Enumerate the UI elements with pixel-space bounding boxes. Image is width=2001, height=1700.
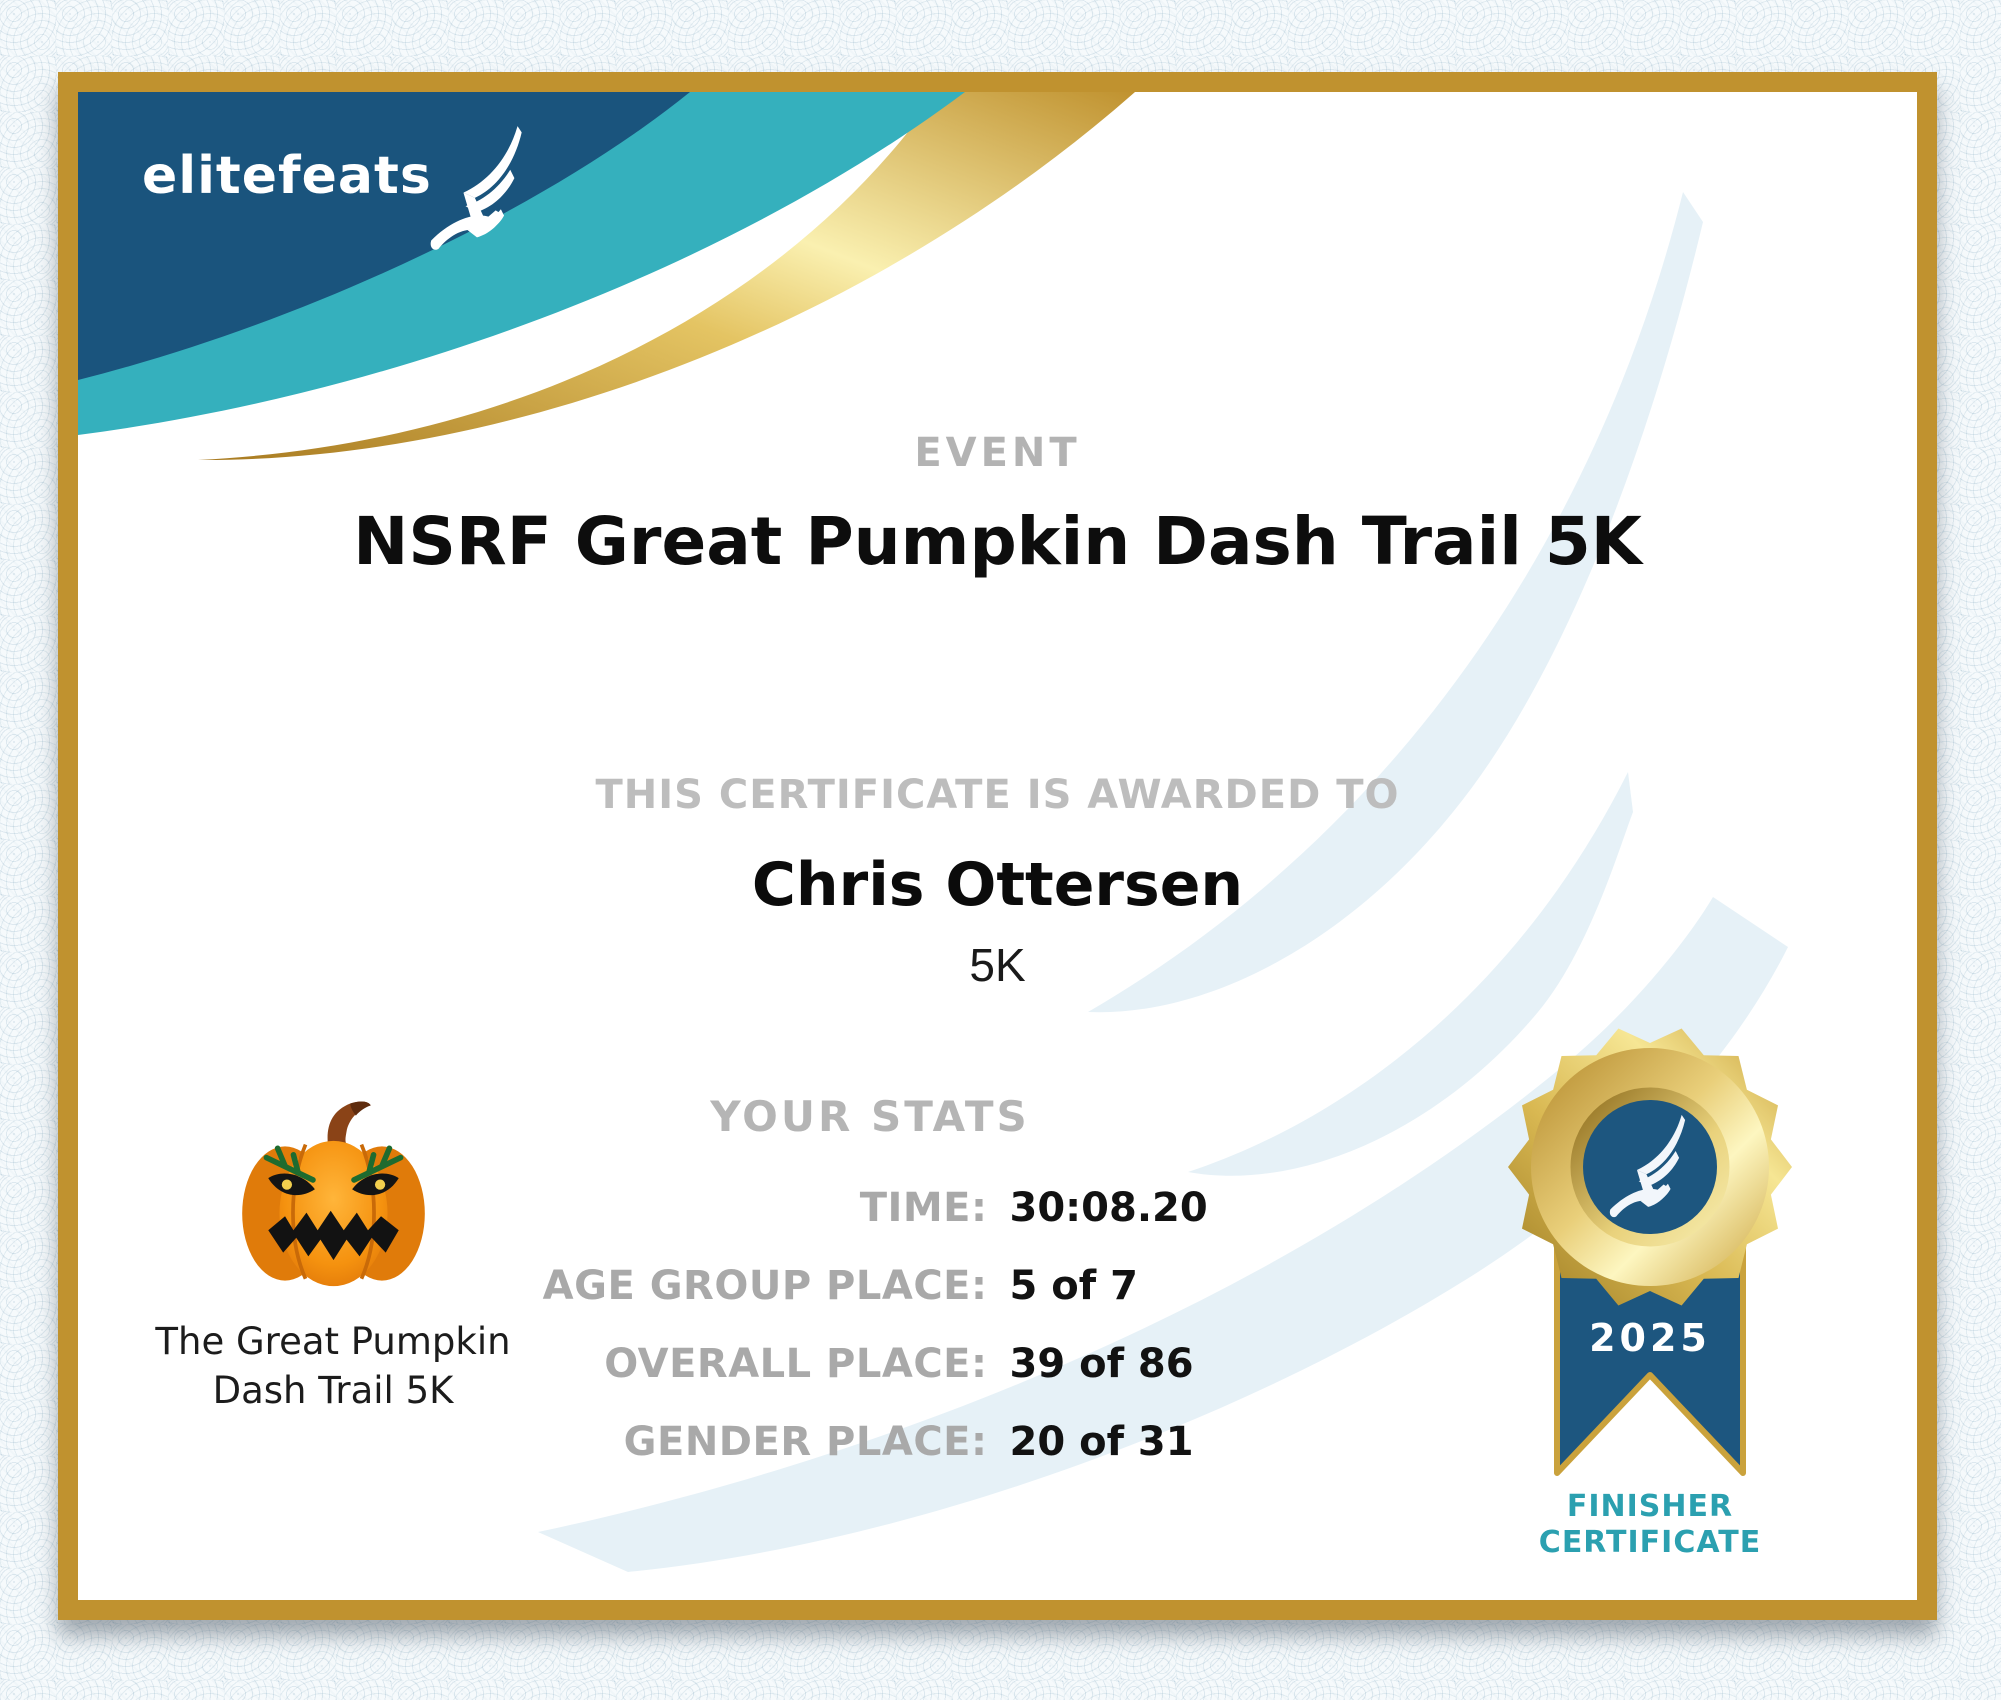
recipient-name: Chris Ottersen: [751, 850, 1244, 920]
event-section-label: EVENT: [914, 430, 1081, 476]
stat-label: GENDER PLACE:: [623, 1419, 988, 1465]
winged-shoe-icon: [426, 124, 530, 253]
stats-heading: YOUR STATS: [710, 1092, 1030, 1141]
jack-o-lantern-icon: [231, 1087, 436, 1299]
award-intro: THIS CERTIFICATE IS AWARDED TO: [595, 772, 1400, 818]
stat-value: 39 of 86: [1009, 1341, 1194, 1387]
stat-value: 30:08.20: [1009, 1185, 1208, 1231]
brand-logo: [142, 128, 530, 253]
stat-value: 5 of 7: [1009, 1263, 1138, 1309]
stat-label: TIME:: [859, 1185, 988, 1231]
brand-logo-text: elitefeats: [142, 146, 432, 206]
event-name: NSRF Great Pumpkin Dash Trail 5K: [353, 503, 1642, 580]
stat-label: AGE GROUP PLACE:: [542, 1263, 988, 1309]
gold-rosette-medal-icon: [1490, 1007, 1810, 1487]
badge-caption: [1490, 1489, 1810, 1561]
race-logo-caption: [133, 1317, 533, 1415]
certificate: [58, 72, 1937, 1620]
stat-label: OVERALL PLACE:: [604, 1341, 988, 1387]
badge-caption-line2: CERTIFICATE: [1538, 1525, 1762, 1560]
division-label: 5K: [969, 939, 1026, 991]
finisher-badge: [1490, 1007, 1810, 1561]
stat-value: 20 of 31: [1009, 1419, 1194, 1465]
badge-caption-line1: FINISHER: [1566, 1489, 1734, 1524]
race-logo: [133, 1087, 533, 1415]
certificate-inner: [78, 92, 1917, 1600]
race-caption-line1: The Great Pumpkin: [155, 1320, 511, 1363]
badge-year: 2025: [1589, 1316, 1711, 1360]
race-caption-line2: Dash Trail 5K: [212, 1369, 454, 1412]
